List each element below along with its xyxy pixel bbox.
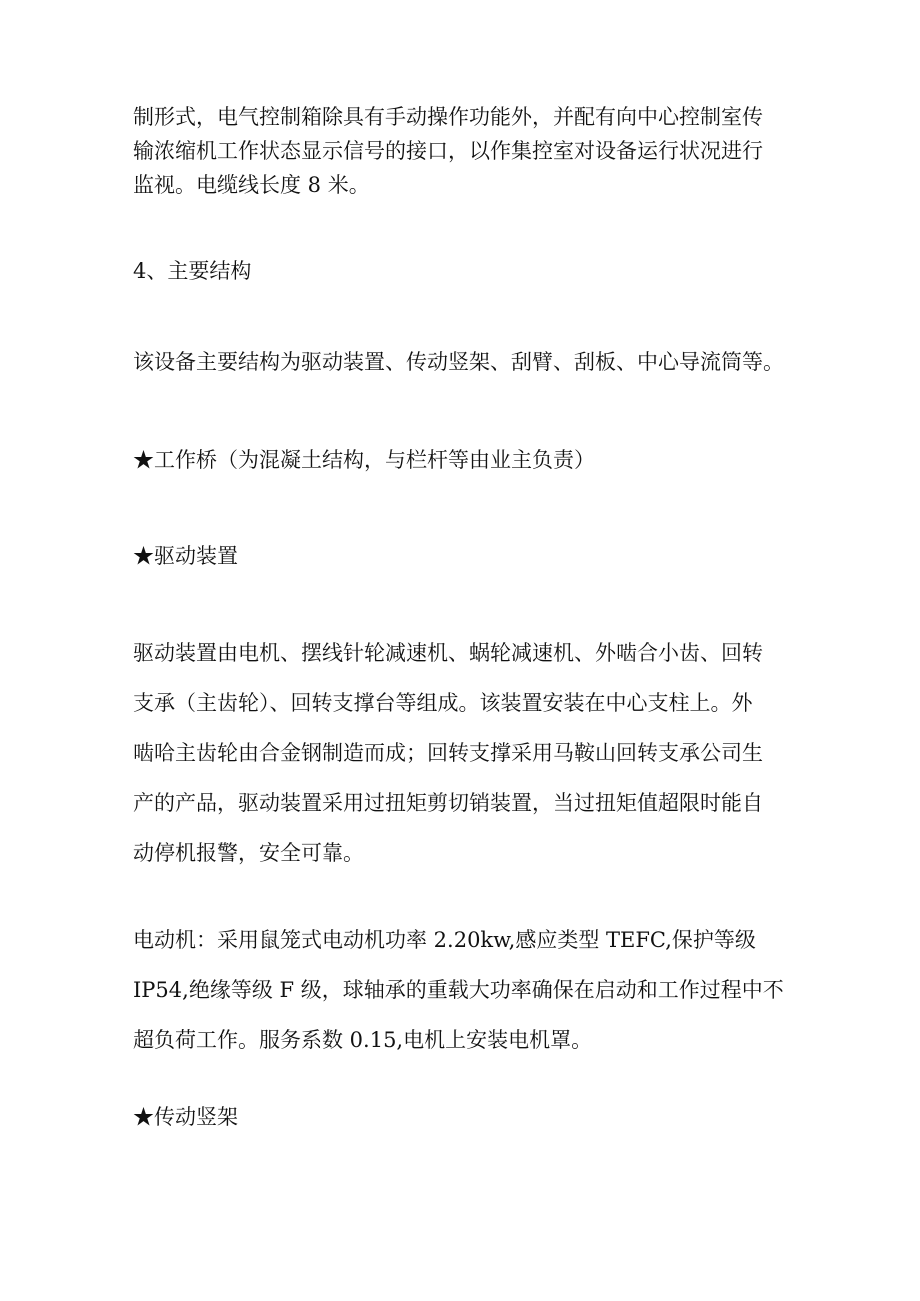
text-line: 产的产品，驱动装置采用过扭矩剪切销装置，当过扭矩值超限时能自: [133, 791, 763, 815]
text-line: 电动机：采用鼠笼式电动机功率 2.20kw,感应类型 TEFC,保护等级: [133, 928, 756, 952]
text-line: 驱动装置由电机、摆线针轮减速机、蜗轮减速机、外啮合小齿、回转: [133, 641, 763, 665]
subheading-work-bridge: [133, 443, 793, 477]
text-line: 制形式，电气控制箱除具有手动操作功能外，并配有向中心控制室传: [133, 105, 763, 129]
paragraph-control-box: [133, 100, 793, 202]
subheading-text: ★传动竖架: [133, 1105, 238, 1129]
text-line: 输浓缩机工作状态显示信号的接口，以作集控室对设备运行状况进行: [133, 139, 763, 163]
text-line: 动停机报警，安全可靠。: [133, 841, 364, 865]
text-line: 该设备主要结构为驱动装置、传动竖架、刮臂、刮板、中心导流筒等。: [133, 350, 784, 374]
subheading-vertical-shaft: [133, 1100, 793, 1134]
text-line: 超负荷工作。服务系数 0.15,电机上安装电机罩。: [133, 1028, 593, 1052]
text-line: IP54,绝缘等级 F 级，球轴承的重载大功率确保在启动和工作过程中不: [133, 978, 784, 1002]
text-line: 监视。电缆线长度 8 米。: [133, 173, 370, 197]
section-heading-main-structure: [133, 254, 793, 288]
paragraph-main-structure: [133, 345, 793, 379]
paragraph-motor: [133, 915, 793, 1065]
paragraph-drive-unit: [133, 628, 793, 878]
subheading-text: ★工作桥（为混凝土结构，与栏杆等由业主负责）: [133, 448, 595, 472]
subheading-drive-unit: [133, 539, 793, 573]
heading-text: 4、主要结构: [133, 259, 252, 283]
text-line: 支承（主齿轮）、回转支撑台等组成。该装置安装在中心支柱上。外: [133, 691, 753, 715]
subheading-text: ★驱动装置: [133, 544, 238, 568]
text-line: 啮哈主齿轮由合金钢制造而成；回转支撑采用马鞍山回转支承公司生: [133, 741, 763, 765]
